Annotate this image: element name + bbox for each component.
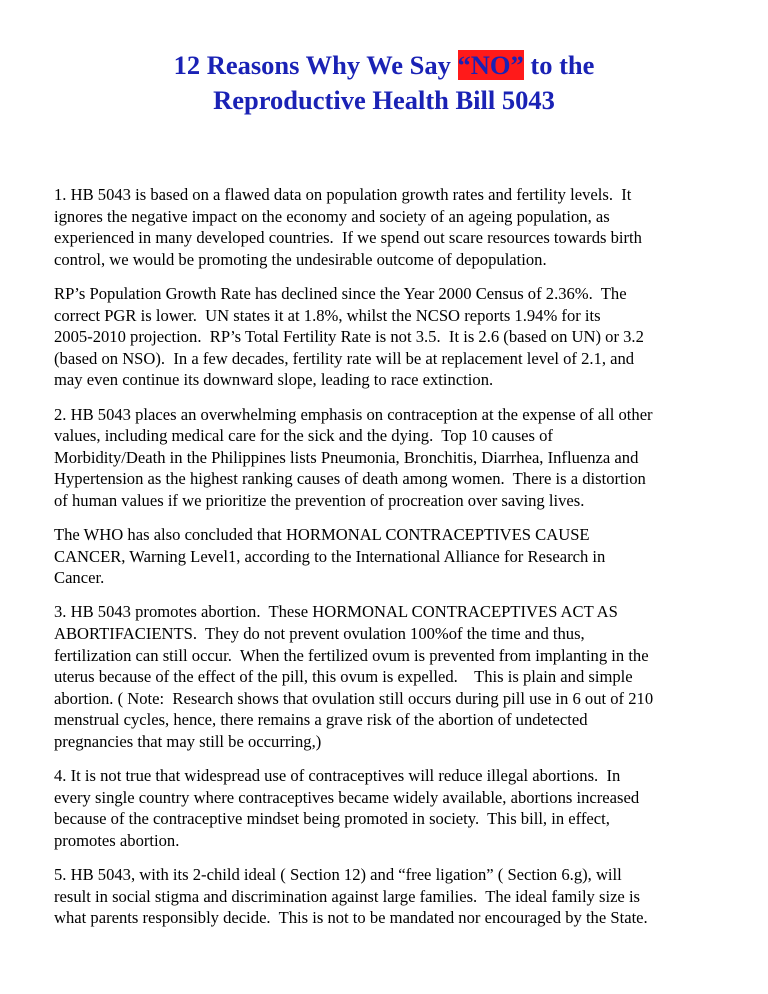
paragraph-line: of human values if we prioritize the prevention of procreation over saving lives. <box>54 490 585 510</box>
paragraph-line: control, we would be promoting the undesirable outcome of depopulation. <box>54 249 547 269</box>
paragraph-line: ignores the negative impact on the economy and society of an ageing population, as <box>54 206 610 226</box>
paragraph-line: result in social stigma and discrimination against large families. The ideal family size is <box>54 886 641 906</box>
paragraph <box>54 864 730 929</box>
paragraph-line: Hypertension as the highest ranking causes of death among women. There is a distortion <box>54 469 646 489</box>
paragraph-line: may even continue its downward slope, leading to race extinction. <box>54 370 494 390</box>
paragraph-line: Cancer. <box>54 568 105 588</box>
paragraph-line: Morbidity/Death in the Philippines lists Pneumonia, Bronchitis, Diarrhea, Influenza and <box>54 447 639 467</box>
paragraph-line: every single country where contraceptives became widely available, abortions increased <box>54 787 640 807</box>
paragraph <box>54 601 730 752</box>
paragraph-line: values, including medical care for the sick and the dying. Top 10 causes of <box>54 426 553 446</box>
document-title <box>0 48 768 118</box>
paragraph-line: 3. HB 5043 promotes abortion. These HORMONAL CONTRACEPTIVES ACT AS <box>54 602 618 622</box>
paragraph-line: uterus because of the effect of the pill, this ovum is expelled. This is plain and simple <box>54 667 633 687</box>
paragraph-line: ABORTIFACIENTS. They do not prevent ovulation 100%of the time and thus, <box>54 624 585 644</box>
paragraph-line: menstrual cycles, hence, there remains a grave risk of the abortion of undetected <box>54 710 588 730</box>
paragraph-line: pregnancies that may still be occurring,) <box>54 732 322 752</box>
paragraph-line: correct PGR is lower. UN states it at 1.8%, whilst the NCSO reports 1.94% for its <box>54 305 601 325</box>
paragraph-line: The WHO has also concluded that HORMONAL CONTRACEPTIVES CAUSE <box>54 525 590 545</box>
paragraph <box>54 524 730 589</box>
title-prefix: 12 Reasons Why We Say <box>173 50 458 80</box>
title-suffix: to the <box>523 50 595 80</box>
paragraph-line: fertilization can still occur. When the fertilized ovum is prevented from implanting in the <box>54 645 649 665</box>
paragraph <box>54 404 730 512</box>
paragraph-line: RP’s Population Growth Rate has declined since the Year 2000 Census of 2.36%. The <box>54 283 627 303</box>
paragraph-line: CANCER, Warning Level1, according to the International Alliance for Research in <box>54 546 606 566</box>
paragraph <box>54 765 730 851</box>
title-highlight-no: “NO” <box>457 50 524 80</box>
paragraph-line: because of the contraceptive mindset being promoted in society. This bill, in effect, <box>54 809 610 829</box>
paragraph-line: promotes abortion. <box>54 831 180 850</box>
document-body <box>54 184 730 942</box>
paragraph-line: experienced in many developed countries. If we spend out scare resources towards birth <box>54 228 642 248</box>
paragraph-line: (based on NSO). In a few decades, fertility rate will be at replacement level of 2.1, and <box>54 348 635 368</box>
title-line-1 <box>0 48 768 83</box>
title-line-2: Reproductive Health Bill 5043 <box>213 85 555 115</box>
paragraph-line: 2. HB 5043 places an overwhelming emphasis on contraception at the expense of all other <box>54 404 653 424</box>
paragraph-line: what parents responsibly decide. This is not to be mandated nor encouraged by the State. <box>54 908 648 928</box>
paragraph-line: abortion. ( Note: Research shows that ovulation still occurs during pill use in 6 out of 210 <box>54 688 654 708</box>
paragraph-line: 4. It is not true that widespread use of contraceptives will reduce illegal abortions. In <box>54 766 621 786</box>
paragraph-line: 5. HB 5043, with its 2-child ideal ( Section 12) and “free ligation” ( Section 6.g), will <box>54 865 622 885</box>
paragraph-line: 2005-2010 projection. RP’s Total Fertility Rate is not 3.5. It is 2.6 (based on UN) or 3.2 <box>54 327 644 347</box>
paragraph <box>54 283 730 391</box>
paragraph <box>54 184 730 270</box>
paragraph-line: 1. HB 5043 is based on a flawed data on population growth rates and fertility levels. It <box>54 185 632 204</box>
